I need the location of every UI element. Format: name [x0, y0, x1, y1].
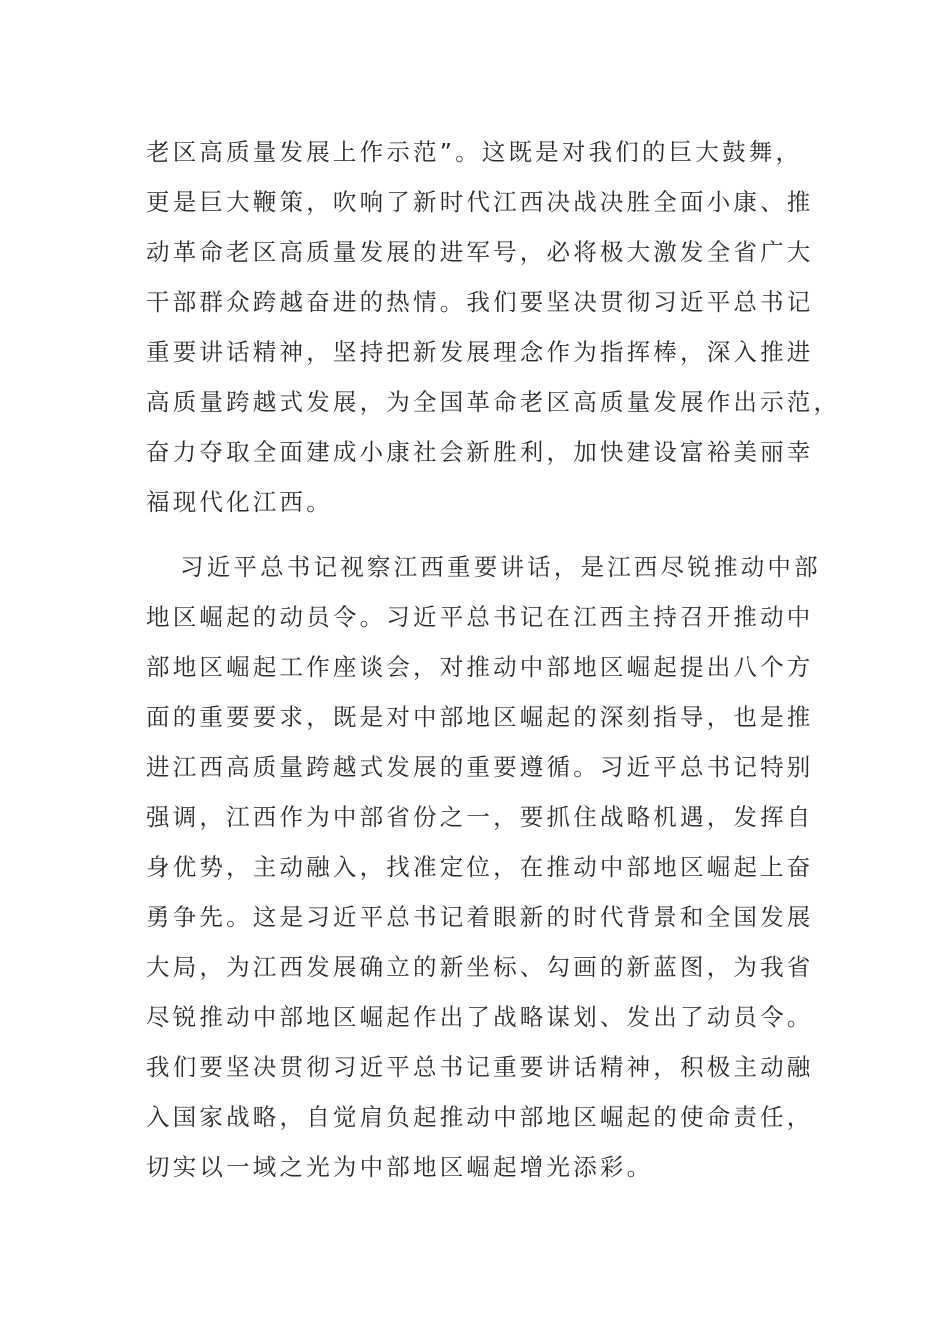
paragraph-line: 部地区崛起工作座谈会，对推动中部地区崛起提出八个方 — [146, 653, 814, 681]
paragraph-line: 重要讲话精神，坚持把新发展理念作为指挥棒，深入推进 — [146, 338, 814, 366]
paragraph-line: 身优势，主动融入，找准定位，在推动中部地区崛起上奋 — [146, 853, 814, 881]
paragraph-line: 更是巨大鞭策，吹响了新时代江西决战决胜全面小康、推 — [146, 188, 814, 216]
paragraph-line: 地区崛起的动员令。习近平总书记在江西主持召开推动中 — [146, 603, 814, 631]
paragraph-line: 老区高质量发展上作示范”。这既是对我们的巨大鼓舞， — [146, 138, 803, 166]
paragraph-line: 习近平总书记视察江西重要讲话，是江西尽锐推动中部 — [180, 553, 821, 581]
paragraph-line: 勇争先。这是习近平总书记着眼新的时代背景和全国发展 — [146, 903, 814, 931]
paragraph-line: 面的重要要求，既是对中部地区崛起的深刻指导，也是推 — [146, 703, 814, 731]
paragraph-line: 奋力夺取全面建成小康社会新胜利，加快建设富裕美丽幸 — [146, 438, 814, 466]
paragraph-line: 大局，为江西发展确立的新坐标、勾画的新蓝图，为我省 — [146, 953, 814, 981]
paragraph-line: 动革命老区高质量发展的进军号，必将极大激发全省广大 — [146, 238, 814, 266]
paragraph-line: 进江西高质量跨越式发展的重要遵循。习近平总书记特别 — [146, 753, 814, 781]
paragraph-line: 干部群众跨越奋进的热情。我们要坚决贯彻习近平总书记 — [146, 288, 814, 316]
paragraph-line: 高质量跨越式发展，为全国革命老区高质量发展作出示范， — [146, 388, 841, 416]
paragraph-line: 尽锐推动中部地区崛起作出了战略谋划、发出了动员令。 — [146, 1003, 814, 1031]
paragraph-line: 入国家战略，自觉肩负起推动中部地区崛起的使命责任， — [146, 1103, 814, 1131]
paragraph-line: 我们要坚决贯彻习近平总书记重要讲话精神，积极主动融 — [146, 1053, 814, 1081]
paragraph-line: 强调，江西作为中部省份之一，要抓住战略机遇，发挥自 — [146, 803, 814, 831]
paragraph-line: 福现代化江西。 — [146, 488, 333, 516]
paragraph-line: 切实以一域之光为中部地区崛起增光添彩。 — [146, 1153, 654, 1181]
